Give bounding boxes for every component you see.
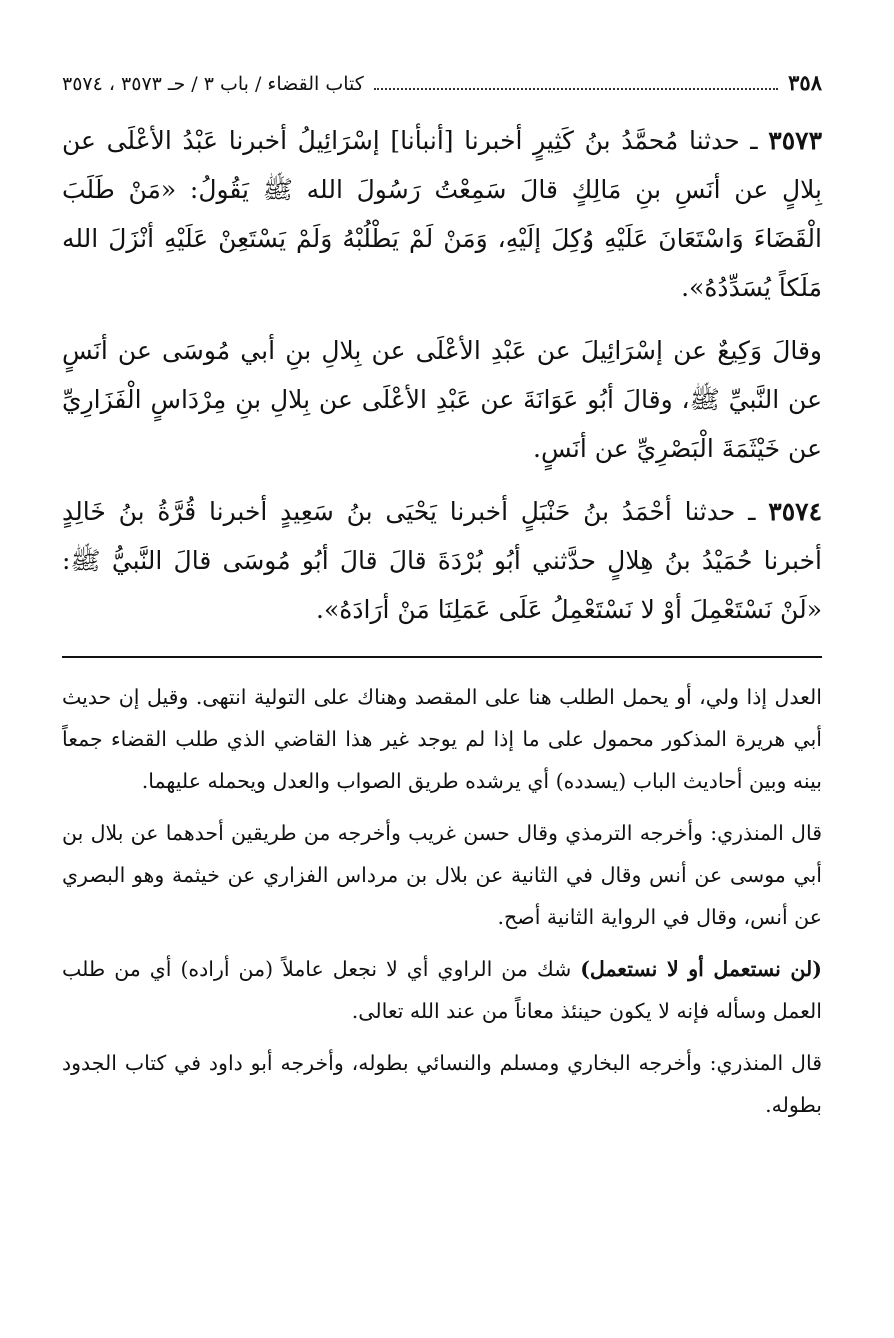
page-number: ٣٥٨ bbox=[788, 70, 822, 95]
hadith-number: ٣٥٧٤ bbox=[768, 497, 822, 526]
running-title: كتاب القضاء / باب ٣ / حـ ٣٥٧٣ ، ٣٥٧٤ bbox=[62, 73, 364, 95]
document-page bbox=[62, 70, 822, 1136]
commentary-paragraph bbox=[62, 948, 822, 1032]
commentary-text: قال المنذري: وأخرجه البخاري ومسلم والنسائي بطوله، وأخرجه أبو داود في كتاب الجدود بطوله. bbox=[62, 1051, 822, 1117]
page-header bbox=[62, 70, 822, 112]
hadith-paragraph bbox=[62, 487, 822, 634]
hadith-text: ـ حدثنا مُحمَّدُ بنُ كَثِيرٍ أخبرنا [أنبأنا] إسْرَائِيلُ أخبرنا عَبْدُ الأعْلَى عن بِلالٍ عن أنَسِ بنِ مَالِكٍ قالَ سَمِعْتُ رَسُولَ الله ﷺ يَقُولُ: «مَنْ طَلَبَ الْقَضَاءَ وَاسْتَعَانَ عَلَيْهِ وُكِلَ إلَيْهِ، وَمَنْ لَمْ يَطْلُبْهُ وَلَمْ يَسْتَعِنْ عَلَيْهِ أنْزَلَ الله مَلَكاً يُسَدِّدُهُ». bbox=[62, 126, 822, 302]
dotted-leader bbox=[374, 76, 778, 90]
hadith-section bbox=[62, 116, 822, 634]
hadith-text: وقالَ وَكِيعٌ عن إسْرَائِيلَ عن عَبْدِ الأعْلَى عن بِلالِ بنِ أبي مُوسَى عن أنَسٍ عن النَّبيِّ ﷺ، وقالَ أبُو عَوَانَةَ عن عَبْدِ الأعْلَى عن بِلالِ بنِ مِرْدَاسٍ الْفَزَارِيِّ عن خَيْثَمَةَ الْبَصْرِيِّ عن أنَسٍ. bbox=[62, 336, 823, 463]
commentary-paragraph bbox=[62, 812, 822, 938]
commentary-text: قال المنذري: وأخرجه الترمذي وقال حسن غريب وأخرجه من طريقين أحدهما عن بلال بن أبي موسى عن أنس وقال في الثانية عن بلال بن مرداس الفزاري عن خيثمة وهو البصري عن أنس، وقال في الرواية الثانية أصح. bbox=[62, 821, 822, 929]
commentary-paragraph bbox=[62, 1042, 822, 1126]
commentary-section bbox=[62, 676, 822, 1126]
hadith-paragraph bbox=[62, 326, 822, 473]
commentary-text: العدل إذا ولي، أو يحمل الطلب هنا على المقصد وهناك على التولية انتهى. وقيل إن حديث أبي هريرة المذكور محمول على ما إذا لم يوجد غير هذا القاضي الذي طلب القضاء جمعاً بينه وبين أحاديث الباب (يسدده) أي يرشده طريق الصواب والعدل ويحمله عليهما. bbox=[62, 685, 822, 793]
hadith-number: ٣٥٧٣ bbox=[768, 126, 822, 155]
hadith-paragraph bbox=[62, 116, 822, 312]
hadith-text: ـ حدثنا أحْمَدُ بنُ حَنْبَلٍ أخبرنا يَحْيَى بنُ سَعِيدٍ أخبرنا قُرَّةُ بنُ خَالِدٍ أخبرنا حُمَيْدُ بنُ هِلالٍ حدَّثني أبُو بُرْدَةَ قالَ قالَ أبُو مُوسَى قالَ النَّبيُّ ﷺ: «لَنْ نَسْتَعْمِلَ أوْ لا نَسْتَعْمِلُ عَلَى عَمَلِنَا مَنْ أرَادَهُ». bbox=[62, 497, 822, 624]
footnote-divider bbox=[62, 656, 822, 658]
commentary-text: شك من الراوي أي لا نجعل عاملاً (من أراده) أي من طلب العمل وسأله فإنه لا يكون حينئذ معاناً من عند الله تعالى. bbox=[62, 957, 822, 1023]
commentary-lead: (لن نستعمل أو لا نستعمل) bbox=[580, 957, 822, 981]
commentary-paragraph bbox=[62, 676, 822, 802]
